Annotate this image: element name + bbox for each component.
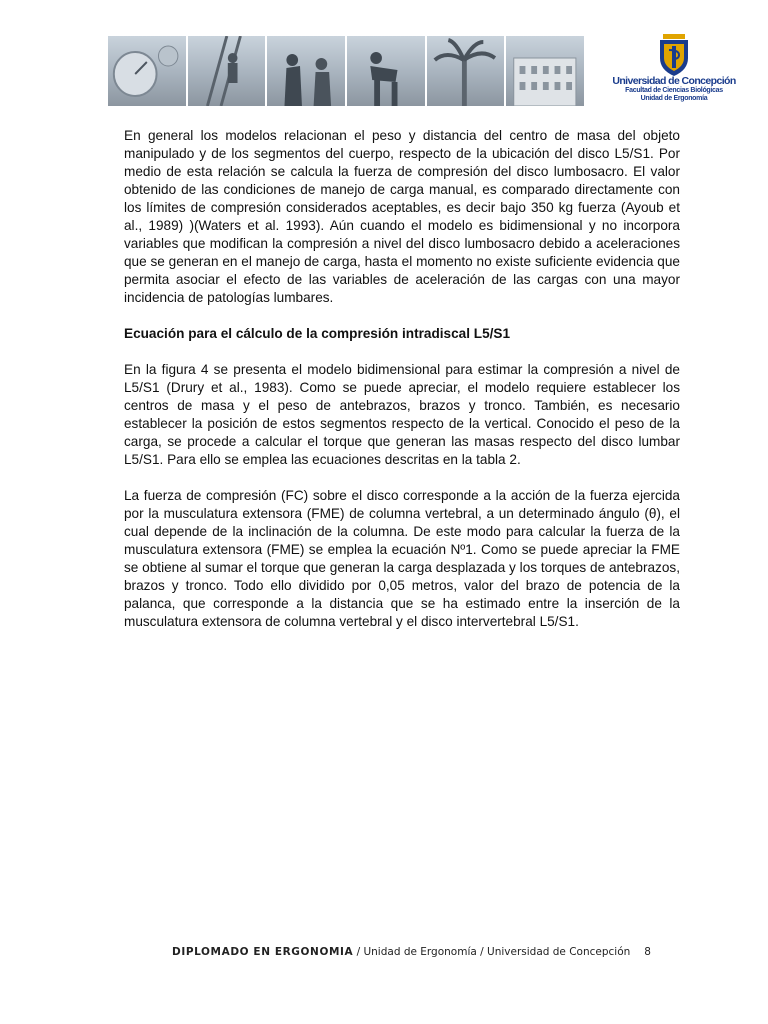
page-number: 8: [644, 946, 651, 958]
faculty-name: Facultad de Ciencias Biológicas: [625, 87, 723, 94]
paragraph-compression-force: La fuerza de compresión (FC) sobre el disco corresponde a la acción de la fuerza ejercida por la musculatura extensora (FME) de columna vertebral, a un determinado ángulo (θ), el cual depende de la inclinación de la columna. De este modo para calcular la fuerza de la musculatura extensora (FME) se emplea la ecuación Nº1. Como se puede apreciar la FME se obtiene al sumar el torque que generan la carga desplazada y los torques de antebrazos, brazos y tronco. Todo ello dividido por 0,05 metros, valor del brazo de potencia de la palanca, que corresponde a la distancia que se ha estimado entre la inserción de la musculatura extensora de columna vertebral y el disco intervertebral L5/S1.: [124, 488, 680, 629]
paragraph-figure-4: En la figura 4 se presenta el modelo bidimensional para estimar la compresión a nivel de L5/S1 (Drury et al., 1983). Como se puede apreciar, el modelo requiere establecer los centros de masa y el peso de antebrazos, brazos y tronco. También, es necesario establecer la posición de estos segmentos respecto de la vertical. Conocido el peso de la carga, se procede a calcular el torque que generan las masas respecto del disco lumbar L5/S1. Para ello se emplea las ecuaciones descritas en la tabla 2.: [124, 362, 680, 467]
workers-photo-icon: [267, 36, 345, 106]
campus-building-photo-icon: [506, 36, 584, 106]
workers-bending-photo-icon: [347, 36, 425, 106]
document-body: [124, 127, 680, 649]
unit-name: Unidad de Ergonomía: [640, 95, 708, 102]
university-name: Universidad de Concepción: [612, 75, 736, 87]
footer-affiliation: / Unidad de Ergonomía / Universidad de Concepción: [353, 946, 631, 958]
gauge-photo-icon: [108, 36, 186, 106]
section-heading: Ecuación para el cálculo de la compresión intradiscal L5/S1: [124, 326, 511, 341]
page-footer: [172, 946, 692, 958]
university-logo: [612, 34, 736, 114]
paragraph-models: En general los modelos relacionan el peso y distancia del centro de masa del objeto manipulado y de los segmentos del cuerpo, respecto de la ubicación del disco L5/S1. Por medio de esta relación se calcula la fuerza de compresión del disco lumbosacro. El valor obtenido de las condiciones de manejo de carga manual, es comparado directamente con los límites de compresión considerados aceptables, es decir bajo 350 kg fuerza (Ayoub et al., 1989) )(Waters et al. 1993). Aún cuando el modelo es bidimensional y no incorpora variables que modifican la compresión a nivel del disco lumbosacro debido a aceleraciones que se generan en el manejo de carga, hasta el momento no existe suficiente evidencia que permita asociar el efecto de las variables de aceleración de las cargas con una mayor incidencia de patologías lumbares.: [124, 128, 680, 305]
palm-tree-photo-icon: [427, 36, 505, 106]
worker-ladder-photo-icon: [188, 36, 266, 106]
header-banner: [108, 36, 584, 106]
university-crest-icon: [657, 34, 691, 76]
footer-course: DIPLOMADO EN ERGONOMIA: [172, 946, 354, 958]
